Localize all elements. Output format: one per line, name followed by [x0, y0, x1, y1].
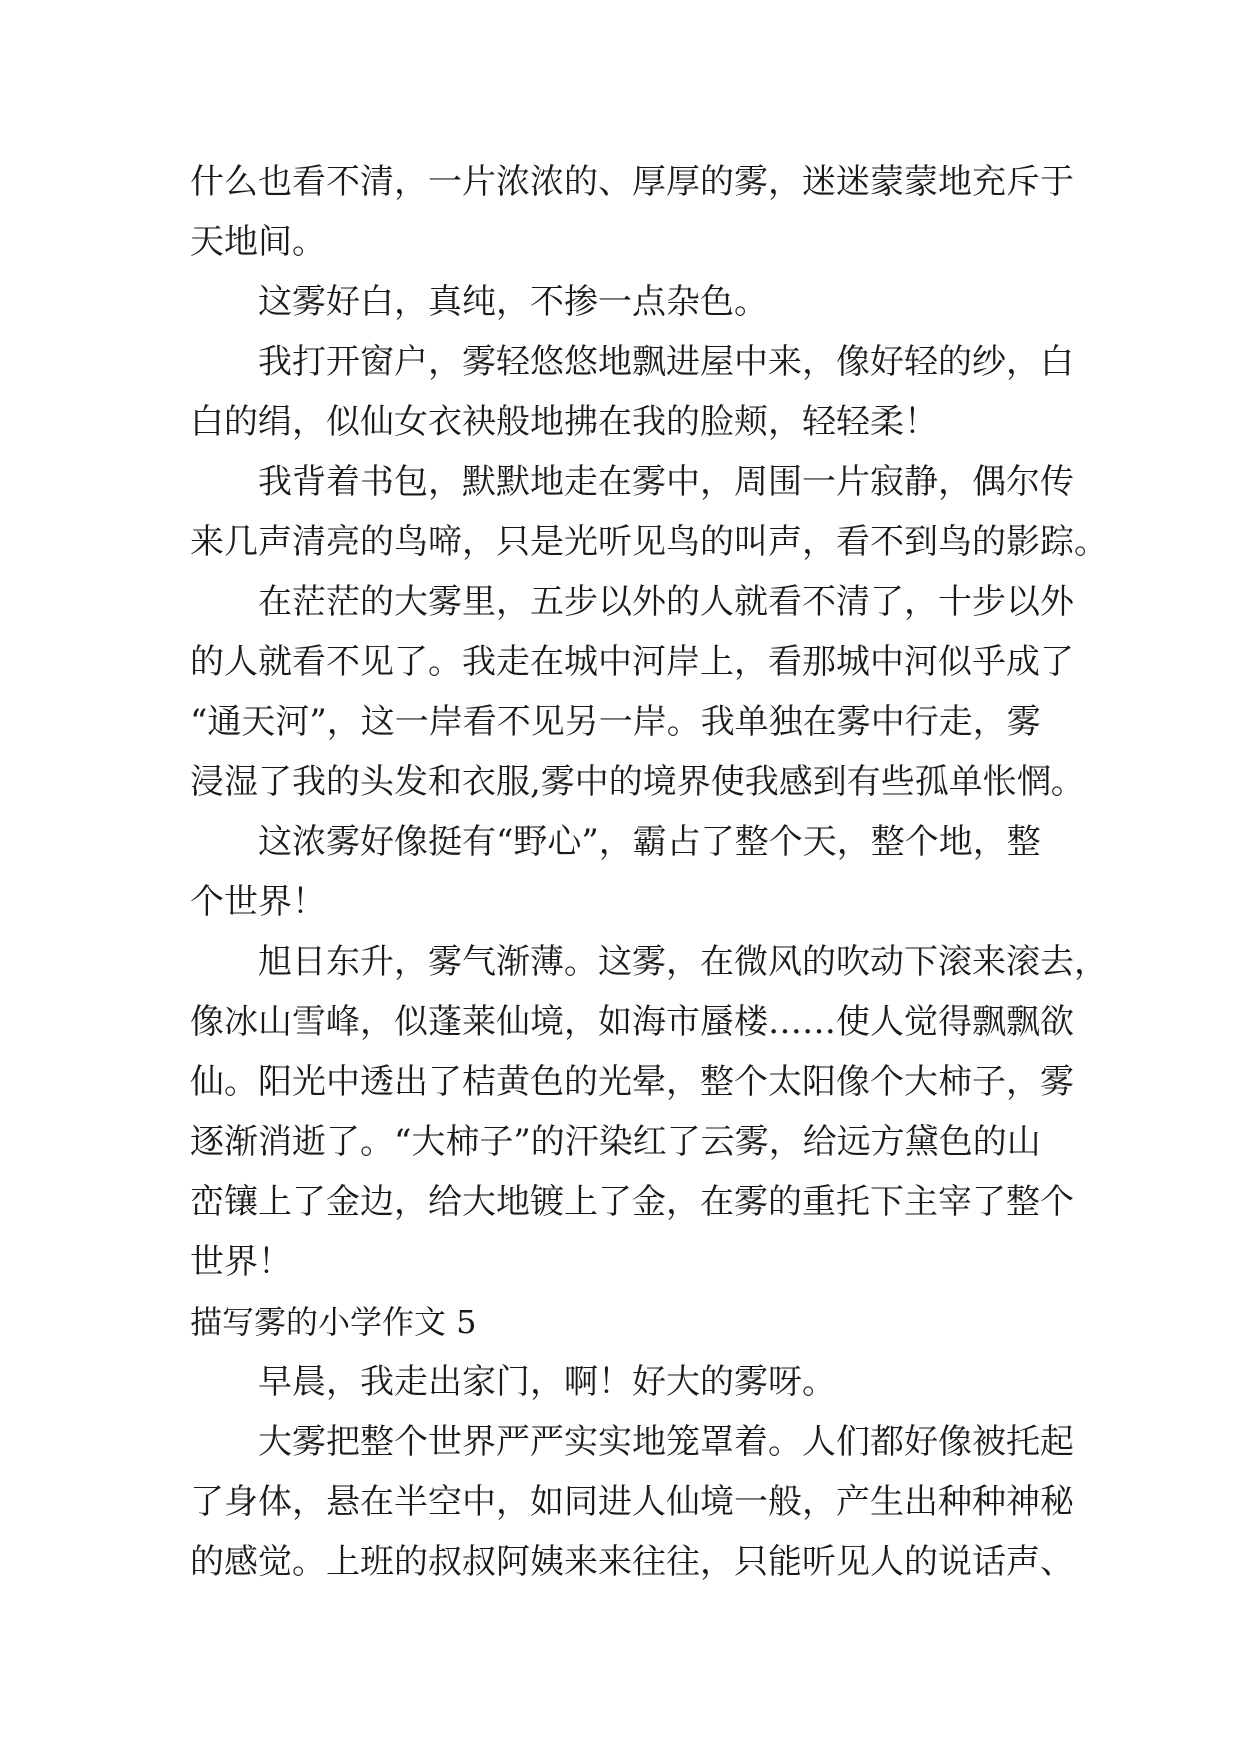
- text-line: 浸湿了我的头发和衣服,雾中的境界使我感到有些孤单怅惘。: [190, 762, 1085, 802]
- text-line: 逐渐消逝了。“大柿子”的汗染红了云雾，给远方黛色的山: [190, 1122, 1041, 1162]
- text-line: 天地间。: [190, 222, 326, 262]
- text-line: 世界！: [190, 1242, 292, 1282]
- paragraph-start: 大雾把整个世界严严实实地笼罩着。人们都好像被托起: [258, 1422, 1074, 1462]
- paragraph-start: 旭日东升，雾气渐薄。这雾，在微风的吹动下滚来滚去，: [258, 942, 1108, 982]
- paragraph-start: 早晨，我走出家门，啊！好大的雾呀。: [258, 1362, 836, 1402]
- text-line: 了身体，悬在半空中，如同进人仙境一般，产生出种种神秘: [190, 1482, 1074, 1522]
- text-line: 峦镶上了金边，给大地镀上了金，在雾的重托下主宰了整个: [190, 1182, 1074, 1222]
- text-line: 的感觉。上班的叔叔阿姨来来往往，只能听见人的说话声、: [190, 1542, 1074, 1582]
- text-line: 白的绢，似仙女衣袂般地拂在我的脸颊，轻轻柔！: [190, 402, 938, 442]
- text-line: 仙。阳光中透出了桔黄色的光晕，整个太阳像个大柿子，雾: [190, 1062, 1074, 1102]
- text-line: 来几声清亮的鸟啼，只是光听见鸟的叫声，看不到鸟的影踪。: [190, 522, 1108, 562]
- text-line: 像冰山雪峰，似蓬莱仙境，如海市蜃楼……使人觉得飘飘欲: [190, 1002, 1074, 1042]
- essay-text: [190, 152, 1108, 1592]
- text-line: “通天河”，这一岸看不见另一岸。我单独在雾中行走，雾: [190, 702, 1041, 742]
- paragraph-start: 这浓雾好像挺有“野心”，霸占了整个天，整个地，整: [258, 822, 1041, 862]
- section-heading: 描写雾的小学作文 5: [190, 1303, 477, 1341]
- text-line: 什么也看不清，一片浓浓的、厚厚的雾，迷迷蒙蒙地充斥于: [190, 162, 1074, 202]
- text-line: 个世界！: [190, 882, 326, 922]
- paragraph-start: 我背着书包，默默地走在雾中，周围一片寂静，偶尔传: [258, 462, 1074, 502]
- paragraph-start: 我打开窗户，雾轻悠悠地飘进屋中来，像好轻的纱，白: [258, 342, 1074, 382]
- paragraph-start: 在茫茫的大雾里，五步以外的人就看不清了，十步以外: [258, 582, 1074, 622]
- text-line: 的人就看不见了。我走在城中河岸上，看那城中河似乎成了: [190, 642, 1074, 682]
- paragraph-start: 这雾好白，真纯，不掺一点杂色。: [258, 282, 768, 322]
